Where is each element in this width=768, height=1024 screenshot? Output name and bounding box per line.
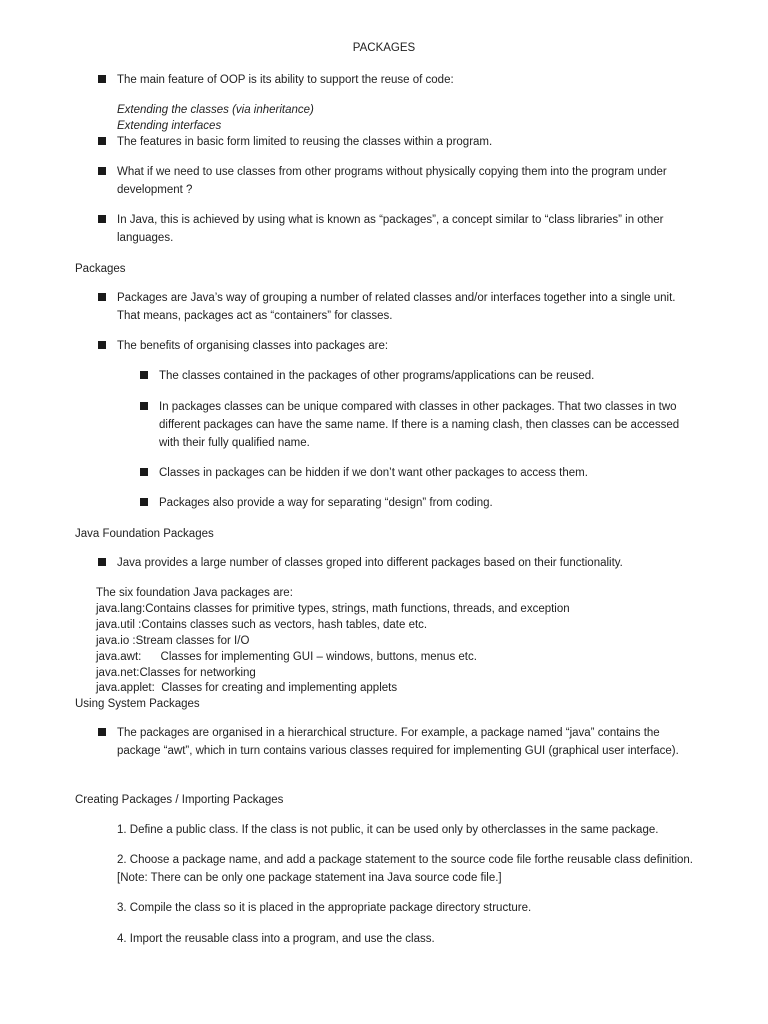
system-bullet-1 <box>117 724 697 760</box>
intro-bullet-1-text: The main feature of OOP is its ability to support the reuse of code: <box>117 74 454 86</box>
intro-bullet-4-text: In Java, this is achieved by using what is known as “packages”, a concept similar to “class libraries” in other languages. <box>117 214 664 244</box>
bullet-square-icon <box>98 341 106 349</box>
system-bullet-1-text: The packages are organised in a hierarchical structure. For example, a package named “java” contains the package “awt”, which in turn contains various classes required for implementing GUI (graphical user interface). <box>117 727 679 757</box>
intro-bullet-4 <box>117 211 697 247</box>
bullet-square-icon <box>140 468 148 476</box>
bullet-square-icon <box>140 402 148 410</box>
packages-bullet-1-text: Packages are Java’s way of grouping a number of related classes and/or interfaces together into a single unit. That means, packages act as “containers” for classes. <box>117 292 676 322</box>
foundation-heading: Java Foundation Packages <box>75 528 214 540</box>
benefit-bullet-2-text: In packages classes can be unique compared with classes in other packages. That two classes in two different packages can have the same name. If there is a naming clash, then classes can be accessed with their fully qualified name. <box>159 401 680 449</box>
package-java-net: java.net:Classes for networking <box>96 667 256 679</box>
benefit-bullet-4 <box>159 494 699 512</box>
package-java-lang: java.lang:Contains classes for primitive types, strings, math functions, threads, and exception <box>96 603 570 615</box>
creating-step-1: 1. Define a public class. If the class is not public, it can be used only by otherclasses in the same package. <box>117 824 659 836</box>
foundation-bullet-1-text: Java provides a large number of classes groped into different packages based on their functionality. <box>117 557 623 569</box>
system-heading: Using System Packages <box>75 698 200 710</box>
page-title: PACKAGES <box>352 42 416 54</box>
intro-bullet-1 <box>117 71 697 89</box>
benefit-bullet-4-text: Packages also provide a way for separating “design” from coding. <box>159 497 493 509</box>
extending-classes-text: Extending the classes (via inheritance) <box>117 104 314 116</box>
benefit-bullet-3-text: Classes in packages can be hidden if we don’t want other packages to access them. <box>159 467 588 479</box>
package-java-io: java.io :Stream classes for I/O <box>96 635 250 647</box>
package-java-awt: java.awt: Classes for implementing GUI – windows, buttons, menus etc. <box>96 651 477 663</box>
intro-bullet-3-text: What if we need to use classes from other programs without physically copying them into the program under development ? <box>117 166 667 196</box>
benefit-bullet-3 <box>159 464 699 482</box>
package-java-util: java.util :Contains classes such as vectors, hash tables, date etc. <box>96 619 428 631</box>
creating-heading: Creating Packages / Importing Packages <box>75 794 284 806</box>
intro-bullet-2-text: The features in basic form limited to reusing the classes within a program. <box>117 136 493 148</box>
packages-bullet-1 <box>117 289 697 325</box>
packages-heading: Packages <box>75 263 126 275</box>
intro-bullet-2 <box>117 133 697 151</box>
bullet-square-icon <box>140 498 148 506</box>
bullet-square-icon <box>140 371 148 379</box>
foundation-intro-line: The six foundation Java packages are: <box>96 587 293 599</box>
intro-bullet-3 <box>117 163 697 199</box>
packages-bullet-2 <box>117 337 697 355</box>
package-java-applet: java.applet: Classes for creating and implementing applets <box>96 682 398 694</box>
creating-step-3: 3. Compile the class so it is placed in the appropriate package directory structure. <box>117 902 532 914</box>
creating-step-2: 2. Choose a package name, and add a package statement to the source code file forthe reusable class definition. [Note: There can be only one package statement ina Java source code file.] <box>117 854 694 884</box>
bullet-square-icon <box>98 215 106 223</box>
extending-interfaces-text: Extending interfaces <box>117 120 222 132</box>
benefit-bullet-1-text: The classes contained in the packages of other programs/applications can be reused. <box>159 370 595 382</box>
bullet-square-icon <box>98 75 106 83</box>
bullet-square-icon <box>98 558 106 566</box>
foundation-bullet-1 <box>117 554 697 572</box>
bullet-square-icon <box>98 167 106 175</box>
packages-bullet-2-text: The benefits of organising classes into packages are: <box>117 340 389 352</box>
bullet-square-icon <box>98 728 106 736</box>
bullet-square-icon <box>98 137 106 145</box>
creating-step-4: 4. Import the reusable class into a program, and use the class. <box>117 933 435 945</box>
benefit-bullet-1 <box>159 367 699 385</box>
bullet-square-icon <box>98 293 106 301</box>
benefit-bullet-2 <box>159 398 699 452</box>
